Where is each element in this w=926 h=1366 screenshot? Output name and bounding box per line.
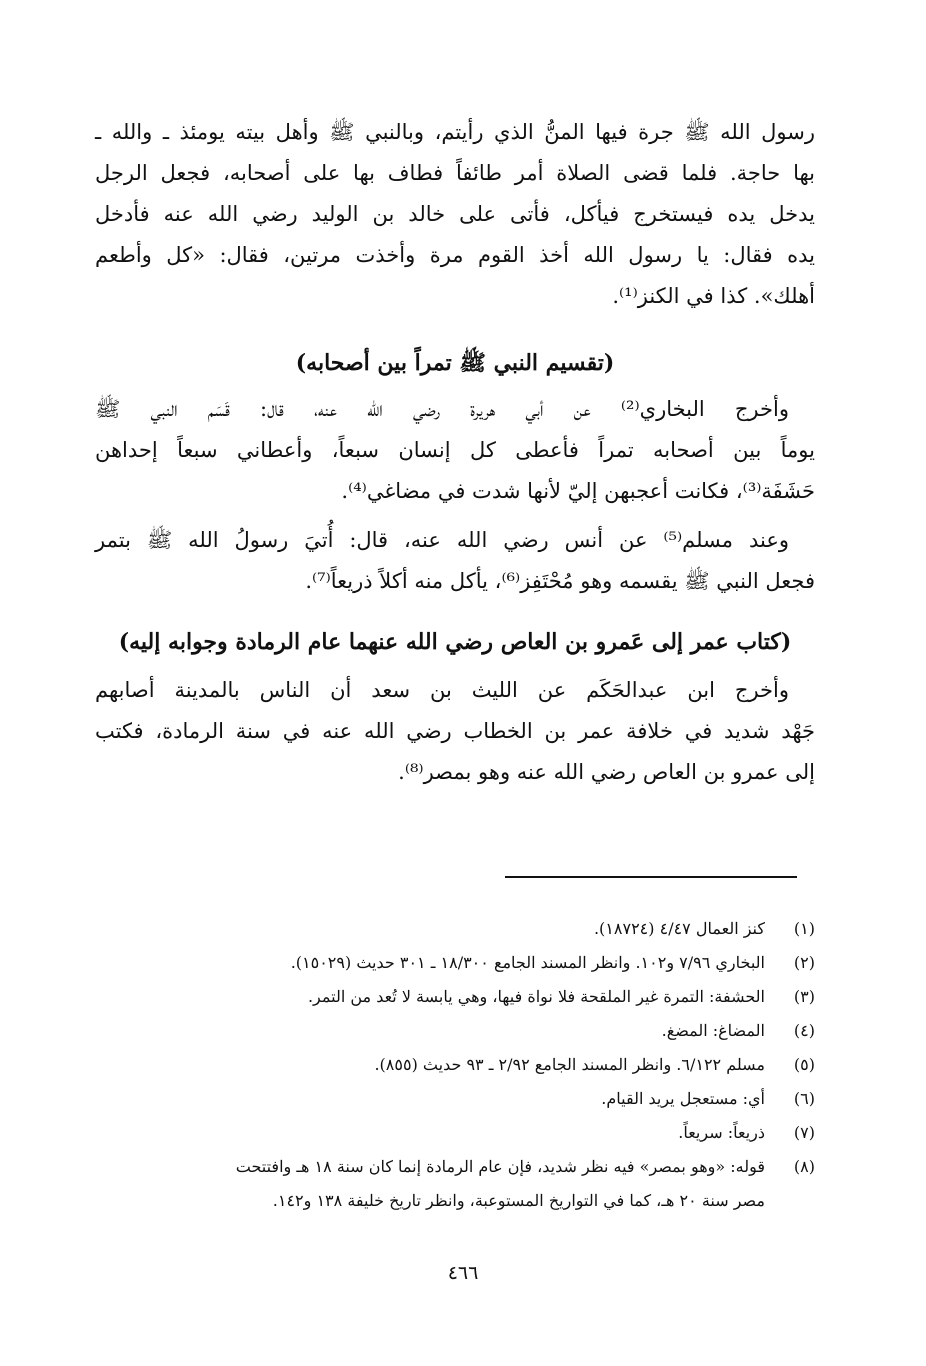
text-line: بها حاجة. فلما قضى الصلاة أمر طائفاً فطاف بها على أصحابه، فجعل الرجل: [95, 161, 815, 185]
footnote-text: ذريعاً: سريعاً.: [678, 1123, 765, 1142]
text-line: وأخرج البخاري⁽²⁾ عن أبي هريرة رضي الله عنه، قال: قَسَم النبي ﷺ: [95, 397, 789, 421]
footnote-item: [95, 912, 815, 946]
footnote-number: (٢): [793, 953, 815, 972]
footnote-text: أي: مستعجل يريد القيام.: [601, 1089, 765, 1108]
text-line: رسول الله ﷺ جرة فيها المنُّ الذي رأيتم، وبالنبي ﷺ وأهل بيته يومئذ ـ والله ـ: [95, 120, 815, 144]
section1-paragraph-2: [95, 520, 815, 602]
footnote-text: كنز العمال ٤/٤٧ (١٨٧٢٤).: [593, 919, 765, 938]
footnote-item: [95, 1082, 815, 1116]
footnote-number: (٣): [793, 987, 815, 1006]
section-heading: (تقسيم النبي ﷺ تمراً بين أصحابه): [295, 350, 615, 376]
footnote-item: [95, 1150, 815, 1218]
footnote-line: قوله: «وهو بمصر» فيه نظر شديد، فإن عام الرمادة إنما كان سنة ١٨ هـ وافتتحت: [235, 1157, 765, 1176]
text-line: وأخرج ابن عبدالحَكَم عن الليث بن سعد أن الناس بالمدينة أصابهم: [95, 678, 789, 702]
footnote-item: [95, 980, 815, 1014]
footnote-number: (٨): [793, 1157, 815, 1176]
text-line: إلى عمرو بن العاص رضي الله عنه وهو بمصر⁽⁸⁾.: [398, 760, 815, 784]
footnote-line: مصر سنة ٢٠ هـ، كما في التواريخ المستوعبة، وانظر تاريخ خليفة ١٣٨ و١٤٢.: [272, 1191, 765, 1210]
footnote-item: [95, 946, 815, 980]
footnote-item: [95, 1048, 815, 1082]
section2-paragraph-1: [95, 670, 815, 793]
text-line: فجعل النبي ﷺ يقسمه وهو مُحْتَفِز⁽⁶⁾، يأكل منه أكلاً ذريعاً⁽⁷⁾.: [305, 569, 815, 593]
main-text-column: [95, 112, 815, 793]
footnote-text: المضاغ: المضغ.: [661, 1021, 765, 1040]
footnote-text: الحشفة: التمرة غير الملقحة فلا نواة فيها، وهي يابسة لا تُعد من التمر.: [307, 987, 765, 1006]
footnote-separator: [505, 876, 797, 878]
text-line: حَشَفَة⁽³⁾، فكانت أعجبهن إليّ لأنها شدت في مضاغي⁽⁴⁾.: [341, 479, 815, 503]
footnote-item: [95, 1116, 815, 1150]
footnote-number: (٤): [793, 1021, 815, 1040]
text-line: يدخل يده فيستخرج فيأكل، فأتى على خالد بن الوليد رضي الله عنه فأدخل: [95, 202, 815, 226]
text-line: جَهْد شديد في خلافة عمر بن الخطاب رضي الله عنه في سنة الرمادة، فكتب: [95, 719, 815, 743]
text-line: يده فقال: يا رسول الله أخذ القوم مرة وأخذت مرتين، فقال: «كل وأطعم: [95, 243, 815, 267]
footnote-number: (٦): [793, 1089, 815, 1108]
footnote-number: (٧): [793, 1123, 815, 1142]
intro-paragraph: [95, 112, 815, 317]
text-line: أهلك». كذا في الكنز⁽¹⁾.: [612, 284, 815, 308]
footnote-item: [95, 1014, 815, 1048]
section-heading: (كتاب عمر إلى عَمرو بن العاص رضي الله عنهما عام الرمادة وجوابه إليه): [118, 629, 792, 655]
footnote-number: (٥): [793, 1055, 815, 1074]
footnote-text: [95, 1150, 765, 1218]
footnote-number: (١): [793, 919, 815, 938]
section1-paragraph-1: [95, 389, 815, 512]
text-line: يوماً بين أصحابه تمراً فأعطى كل إنسان سبعاً، وأعطاني سبعاً إحداهن: [95, 438, 815, 462]
footnotes: [95, 912, 815, 1218]
footnote-text: البخاري ٧/٩٦ و١٠٢. وانظر المسند الجامع ١٨/٣٠٠ ـ ٣٠١ حديث (١٥٠٢٩).: [290, 953, 765, 972]
footnote-text: مسلم ٦/١٢٢. وانظر المسند الجامع ٢/٩٢ ـ ٩٣ حديث (٨٥٥).: [374, 1055, 765, 1074]
page-number: ٤٦٦: [447, 1262, 479, 1284]
text-line: وعند مسلم⁽⁵⁾ عن أنس رضي الله عنه، قال: أُتيَ رسولُ الله ﷺ بتمر: [95, 528, 789, 552]
